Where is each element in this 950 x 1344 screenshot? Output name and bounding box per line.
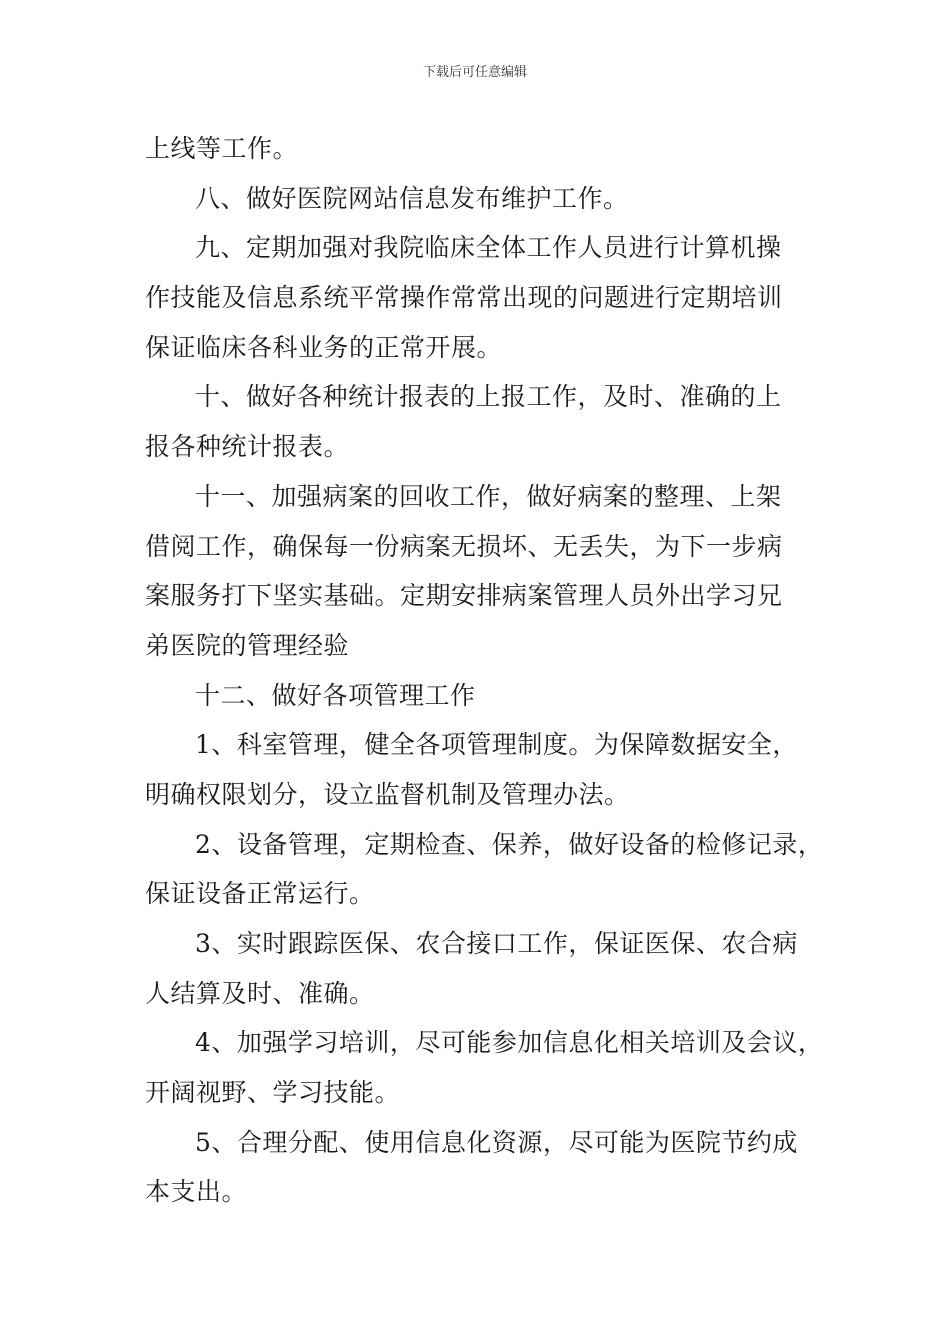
paragraph-line: 开阔视野、学习技能。 [145, 1078, 401, 1108]
page-header: 下载后可任意编辑 [422, 65, 527, 80]
paragraph-line: 作技能及信息系统平常操作常常出现的问题进行定期培训 [145, 283, 783, 313]
section-heading: 十二、做好各项管理工作 [195, 680, 476, 710]
paragraph-line: 人结算及时、准确。 [145, 978, 375, 1008]
paragraph-line: 2、设备管理，定期检查、保养，做好设备的检修记录， [195, 829, 824, 859]
paragraph-line: 十一、加强病案的回收工作，做好病案的整理、上架 [195, 481, 782, 511]
paragraph-line: 弟医院的管理经验 [145, 630, 350, 660]
paragraph-line: 本支出。 [145, 1177, 248, 1207]
paragraph-line: 报各种统计报表。 [145, 432, 350, 462]
paragraph-line: 八、做好医院网站信息发布维护工作。 [195, 183, 629, 213]
paragraph-line: 十、做好各种统计报表的上报工作，及时、准确的上 [195, 382, 782, 412]
paragraph-line: 4、加强学习培训，尽可能参加信息化相关培训及会议， [195, 1028, 824, 1058]
paragraph-line: 案服务打下坚实基础。定期安排病案管理人员外出学习兄 [145, 581, 783, 611]
paragraph-line: 九、定期加强对我院临床全体工作人员进行计算机操 [195, 233, 782, 263]
paragraph-line: 上线等工作。 [145, 134, 299, 163]
paragraph-line: 5、合理分配、使用信息化资源，尽可能为医院节约成 [195, 1127, 798, 1157]
paragraph-line: 保证临床各科业务的正常开展。 [145, 332, 503, 362]
paragraph-line: 明确权限划分，设立监督机制及管理办法。 [145, 779, 630, 809]
paragraph-line: 借阅工作，确保每一份病案无损坏、无丢失，为下一步病 [145, 531, 783, 561]
paragraph-line: 3、实时跟踪医保、农合接口工作，保证医保、农合病 [195, 929, 798, 958]
paragraph-line: 保证设备正常运行。 [145, 879, 375, 909]
document-body [145, 124, 824, 1217]
paragraph-line: 1、科室管理，健全各项管理制度。为保障数据安全， [195, 730, 798, 760]
